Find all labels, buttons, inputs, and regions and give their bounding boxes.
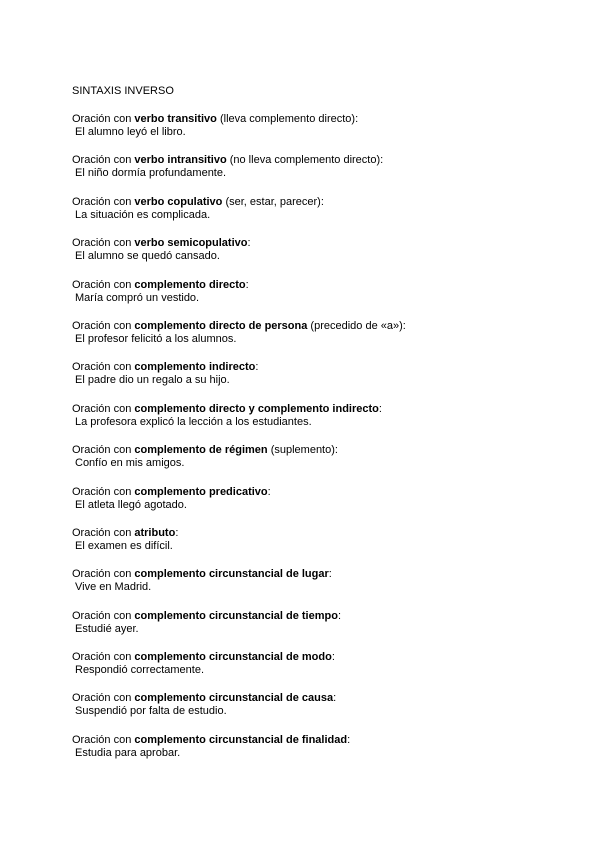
entry — [72, 527, 572, 568]
entry — [72, 196, 572, 237]
entry-example: María compró un vestido. — [75, 291, 200, 304]
entry — [72, 610, 572, 651]
entry-example: El profesor felicitó a los alumnos. — [75, 332, 237, 345]
entry-example: Suspendió por falta de estudio. — [75, 705, 227, 718]
entry — [72, 692, 572, 733]
entry — [72, 113, 572, 154]
entry-suffix: (lleva complemento directo): — [216, 113, 359, 125]
entry-suffix: : — [328, 568, 332, 581]
entry-heading — [72, 610, 572, 623]
entry — [72, 279, 572, 320]
entry-term: verbo intransitivo — [134, 154, 227, 167]
entry-term: complemento circunstancial de modo — [134, 651, 332, 664]
entry-prefix: Oración con — [72, 609, 135, 622]
entry-prefix: Oración con — [72, 319, 135, 332]
entry-term: complemento indirecto — [134, 361, 256, 374]
entry — [72, 444, 572, 485]
entry-term: verbo semicopulativo — [134, 237, 248, 250]
entry-heading — [72, 486, 572, 499]
entry-prefix: Oración con — [72, 402, 135, 415]
entry-term: complemento circunstancial de finalidad — [134, 733, 348, 746]
entry-heading — [72, 320, 572, 333]
entry-prefix: Oración con — [72, 237, 135, 250]
entry-heading — [72, 734, 572, 747]
entry-term: complemento predicativo — [134, 485, 268, 498]
entry — [72, 734, 572, 775]
entry-suffix: : — [331, 651, 335, 664]
entry-example: El alumno se quedó cansado. — [75, 250, 220, 263]
entry-term: complemento directo y complemento indirecto — [134, 402, 379, 415]
entry-heading — [72, 361, 572, 374]
document-title: SINTAXIS INVERSO — [72, 85, 174, 97]
entry-term: atributo — [134, 526, 176, 539]
entry-example: El examen es difícil. — [75, 539, 173, 552]
entry-suffix: (no lleva complemento directo): — [226, 154, 384, 167]
entry-suffix: : — [175, 526, 179, 539]
entry-example: Estudié ayer. — [75, 622, 139, 635]
entry-suffix: : — [347, 733, 351, 746]
entry-term: complemento de régimen — [134, 444, 268, 457]
entry — [72, 237, 572, 278]
entry-suffix: : — [255, 361, 259, 374]
entry-heading — [72, 154, 572, 167]
entry-heading — [72, 196, 572, 209]
entry-suffix: : — [333, 692, 337, 705]
entry-suffix: : — [337, 609, 341, 622]
entry — [72, 486, 572, 527]
entry-prefix: Oración con — [72, 568, 135, 581]
entry-heading — [72, 692, 572, 705]
entry-example: Estudia para aprobar. — [75, 746, 181, 759]
entry-example: La profesora explicó la lección a los estudiantes. — [75, 415, 312, 428]
entry-example: Respondió correctamente. — [75, 664, 205, 677]
entry-heading — [72, 279, 572, 292]
entry-heading — [72, 113, 572, 126]
entry-term: complemento circunstancial de tiempo — [134, 609, 338, 622]
entry-heading — [72, 568, 572, 581]
entry-prefix: Oración con — [72, 278, 135, 291]
entry — [72, 154, 572, 195]
entry-list — [72, 113, 572, 775]
entry-prefix: Oración con — [72, 154, 135, 167]
entry-term: complemento circunstancial de causa — [134, 692, 334, 705]
entry-suffix: : — [267, 485, 271, 498]
entry-term: complemento directo de persona — [134, 319, 308, 332]
entry-suffix: : — [247, 237, 251, 250]
entry-heading — [72, 527, 572, 540]
entry-heading — [72, 403, 572, 416]
entry-example: La situación es complicada. — [75, 208, 211, 221]
entry — [72, 403, 572, 444]
entry-prefix: Oración con — [72, 733, 135, 746]
entry-prefix: Oración con — [72, 113, 135, 125]
entry-suffix: (precedido de «a»): — [307, 319, 406, 332]
entry — [72, 651, 572, 692]
entry — [72, 361, 572, 402]
entry-example: El atleta llegó agotado. — [75, 498, 187, 511]
entry-example: Confío en mis amigos. — [75, 457, 185, 470]
entry-suffix: : — [245, 278, 249, 291]
entry-suffix: (suplemento): — [267, 444, 338, 457]
entry-term: verbo transitivo — [134, 113, 217, 125]
entry-example: El alumno leyó el libro. — [75, 126, 186, 138]
entry-prefix: Oración con — [72, 195, 135, 208]
entry-prefix: Oración con — [72, 361, 135, 374]
entry-term: verbo copulativo — [134, 195, 223, 208]
entry — [72, 320, 572, 361]
entry-prefix: Oración con — [72, 444, 135, 457]
entry-term: complemento circunstancial de lugar — [134, 568, 329, 581]
entry-example: El padre dio un regalo a su hijo. — [75, 374, 230, 387]
entry — [72, 568, 572, 609]
entry-prefix: Oración con — [72, 485, 135, 498]
entry-prefix: Oración con — [72, 692, 135, 705]
entry-prefix: Oración con — [72, 651, 135, 664]
entry-heading — [72, 237, 572, 250]
entry-suffix: (ser, estar, parecer): — [222, 195, 324, 208]
entry-heading — [72, 651, 572, 664]
entry-term: complemento directo — [134, 278, 246, 291]
entry-heading — [72, 444, 572, 457]
entry-example: El niño dormía profundamente. — [75, 167, 227, 180]
entry-prefix: Oración con — [72, 526, 135, 539]
entry-suffix: : — [378, 402, 382, 415]
entry-example: Vive en Madrid. — [75, 581, 152, 594]
